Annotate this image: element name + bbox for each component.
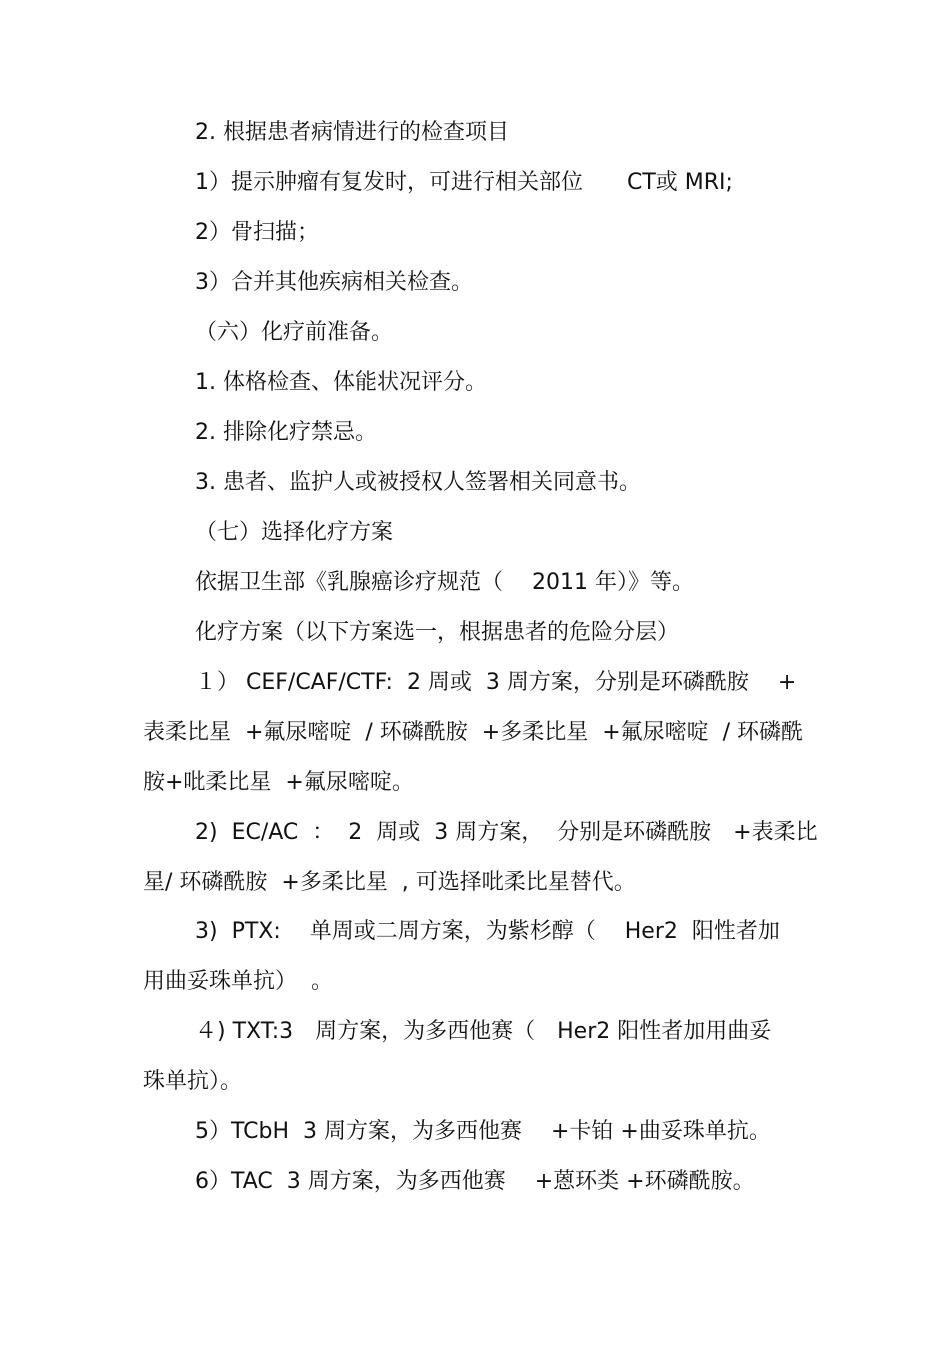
- regimen-4-line: 珠单抗）。: [143, 1069, 243, 1094]
- regimen-6-line: 6）TAC 3 周方案，为多西他赛 +蒽环类 +环磷酰胺。: [195, 1169, 755, 1194]
- regimen-1-line: 表柔比星 +氟尿嘧啶 / 环磷酰胺 +多柔比星 +氟尿嘧啶 / 环磷酰: [143, 720, 804, 745]
- regimen-1-line: 胺+吡柔比星 +氟尿嘧啶。: [143, 770, 414, 795]
- regimen-3-line: 3) PTX: 单周或二周方案，为紫杉醇（ Her2 阳性者加: [195, 919, 780, 944]
- regimen-2-line: 星/ 环磷酰胺 +多柔比星 , 可选择吡柔比星替代。: [143, 870, 636, 895]
- list-item: 3. 患者、监护人或被授权人签署相关同意书。: [195, 470, 641, 495]
- list-item: 1）提示肿瘤有复发时，可进行相关部位 CT或 MRI;: [195, 170, 733, 195]
- regimen-3-line: 用曲妥珠单抗） 。: [143, 969, 333, 994]
- regimen-1-line: １） CEF/CAF/CTF: 2 周或 3 周方案，分别是环磷酰胺 +: [195, 670, 797, 695]
- section-heading-7: （七）选择化疗方案: [195, 520, 394, 545]
- list-item: 2. 排除化疗禁忌。: [195, 420, 377, 445]
- paragraph-line: 化疗方案（以下方案选一，根据患者的危险分层）: [195, 620, 680, 645]
- exam-items-heading: 2. 根据患者病情进行的检查项目: [195, 120, 509, 145]
- list-item: 1. 体格检查、体能状况评分。: [195, 370, 487, 395]
- regimen-5-line: 5）TCbH 3 周方案，为多西他赛 +卡铂 +曲妥珠单抗。: [195, 1119, 771, 1144]
- list-item: 2）骨扫描；: [195, 220, 319, 245]
- regimen-4-line: ４) TXT:3 周方案，为多西他赛（ Her2 阳性者加用曲妥: [195, 1019, 772, 1044]
- list-item: 3）合并其他疾病相关检查。: [195, 270, 473, 295]
- section-heading-6: （六）化疗前准备。: [195, 320, 394, 345]
- paragraph-line: 依据卫生部《乳腺癌诊疗规范（ 2011 年）》等。: [195, 570, 694, 595]
- regimen-2-line: 2) EC/AC ： 2 周或 3 周方案， 分别是环磷酰胺 +表柔比: [195, 820, 818, 845]
